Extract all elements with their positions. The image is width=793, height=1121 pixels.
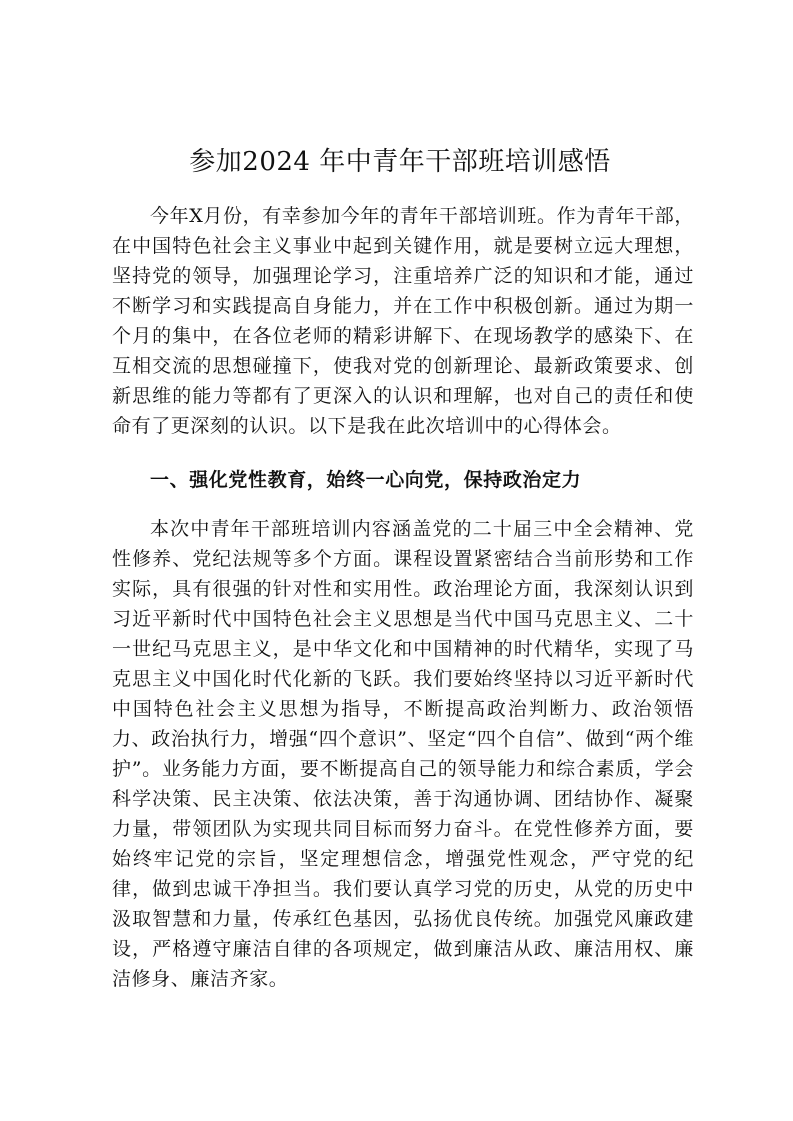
section-heading: 一、强化党性教育，始终一心向党，保持政治定力: [150, 469, 582, 491]
section-paragraph: 本次中青年干部班培训内容涵盖党的二十届三中全会精神、党性修养、党纪法规等多个方面。课程设置紧密结合当前形势和工作实际，具有很强的针对性和实用性。政治理论方面，我深刻认识到习近平新时代中国特色社会主义思想是当代中国马克思主义、二十一世纪马克思主义，是中华文化和中国精神的时代精华，实现了马克思主义中国化时代化新的飞跃。我们要始终坚持以习近平新时代中国特色社会主义思想为指导，不断提高政治判断力、政治领悟力、政治执行力，增强“四个意识”、坚定“四个自信”、做到“两个维护”。业务能力方面，要不断提高自己的领导能力和综合素质，学会科学决策、民主决策、依法决策，善于沟通协调、团结协作、凝聚力量，带领团队为实现共同目标而努力奋斗。在党性修养方面，要始终牢记党的宗旨，坚定理想信念，增强党性观念，严守党的纪律，做到忠诚干净担当。我们要认真学习党的历史，从党的历史中汲取智慧和力量，传承红色基因，弘扬优良传统。加强党风廉政建设，严格遵守廉洁自律的各项规定，做到廉洁从政、廉洁用权、廉洁修身、廉洁齐家。: [112, 518, 694, 990]
intro-paragraph: 今年X月份，有幸参加今年的青年干部培训班。作为青年干部，在中国特色社会主义事业中起到关键作用，就是要树立远大理想，坚持党的领导，加强理论学习，注重培养广泛的知识和才能，通过不断学习和实践提高自身能力，并在工作中积极创新。通过为期一个月的集中，在各位老师的精彩讲解下、在现场教学的感染下、在互相交流的思想碰撞下，使我对党的创新理论、最新政策要求、创新思维的能力等都有了更深入的认识和理解，也对自己的责任和使命有了更深刻的认识。以下是我在此次培训中的心得体会。: [112, 205, 694, 437]
document-title: 参加2024 年中青年干部班培训感悟: [189, 147, 611, 177]
